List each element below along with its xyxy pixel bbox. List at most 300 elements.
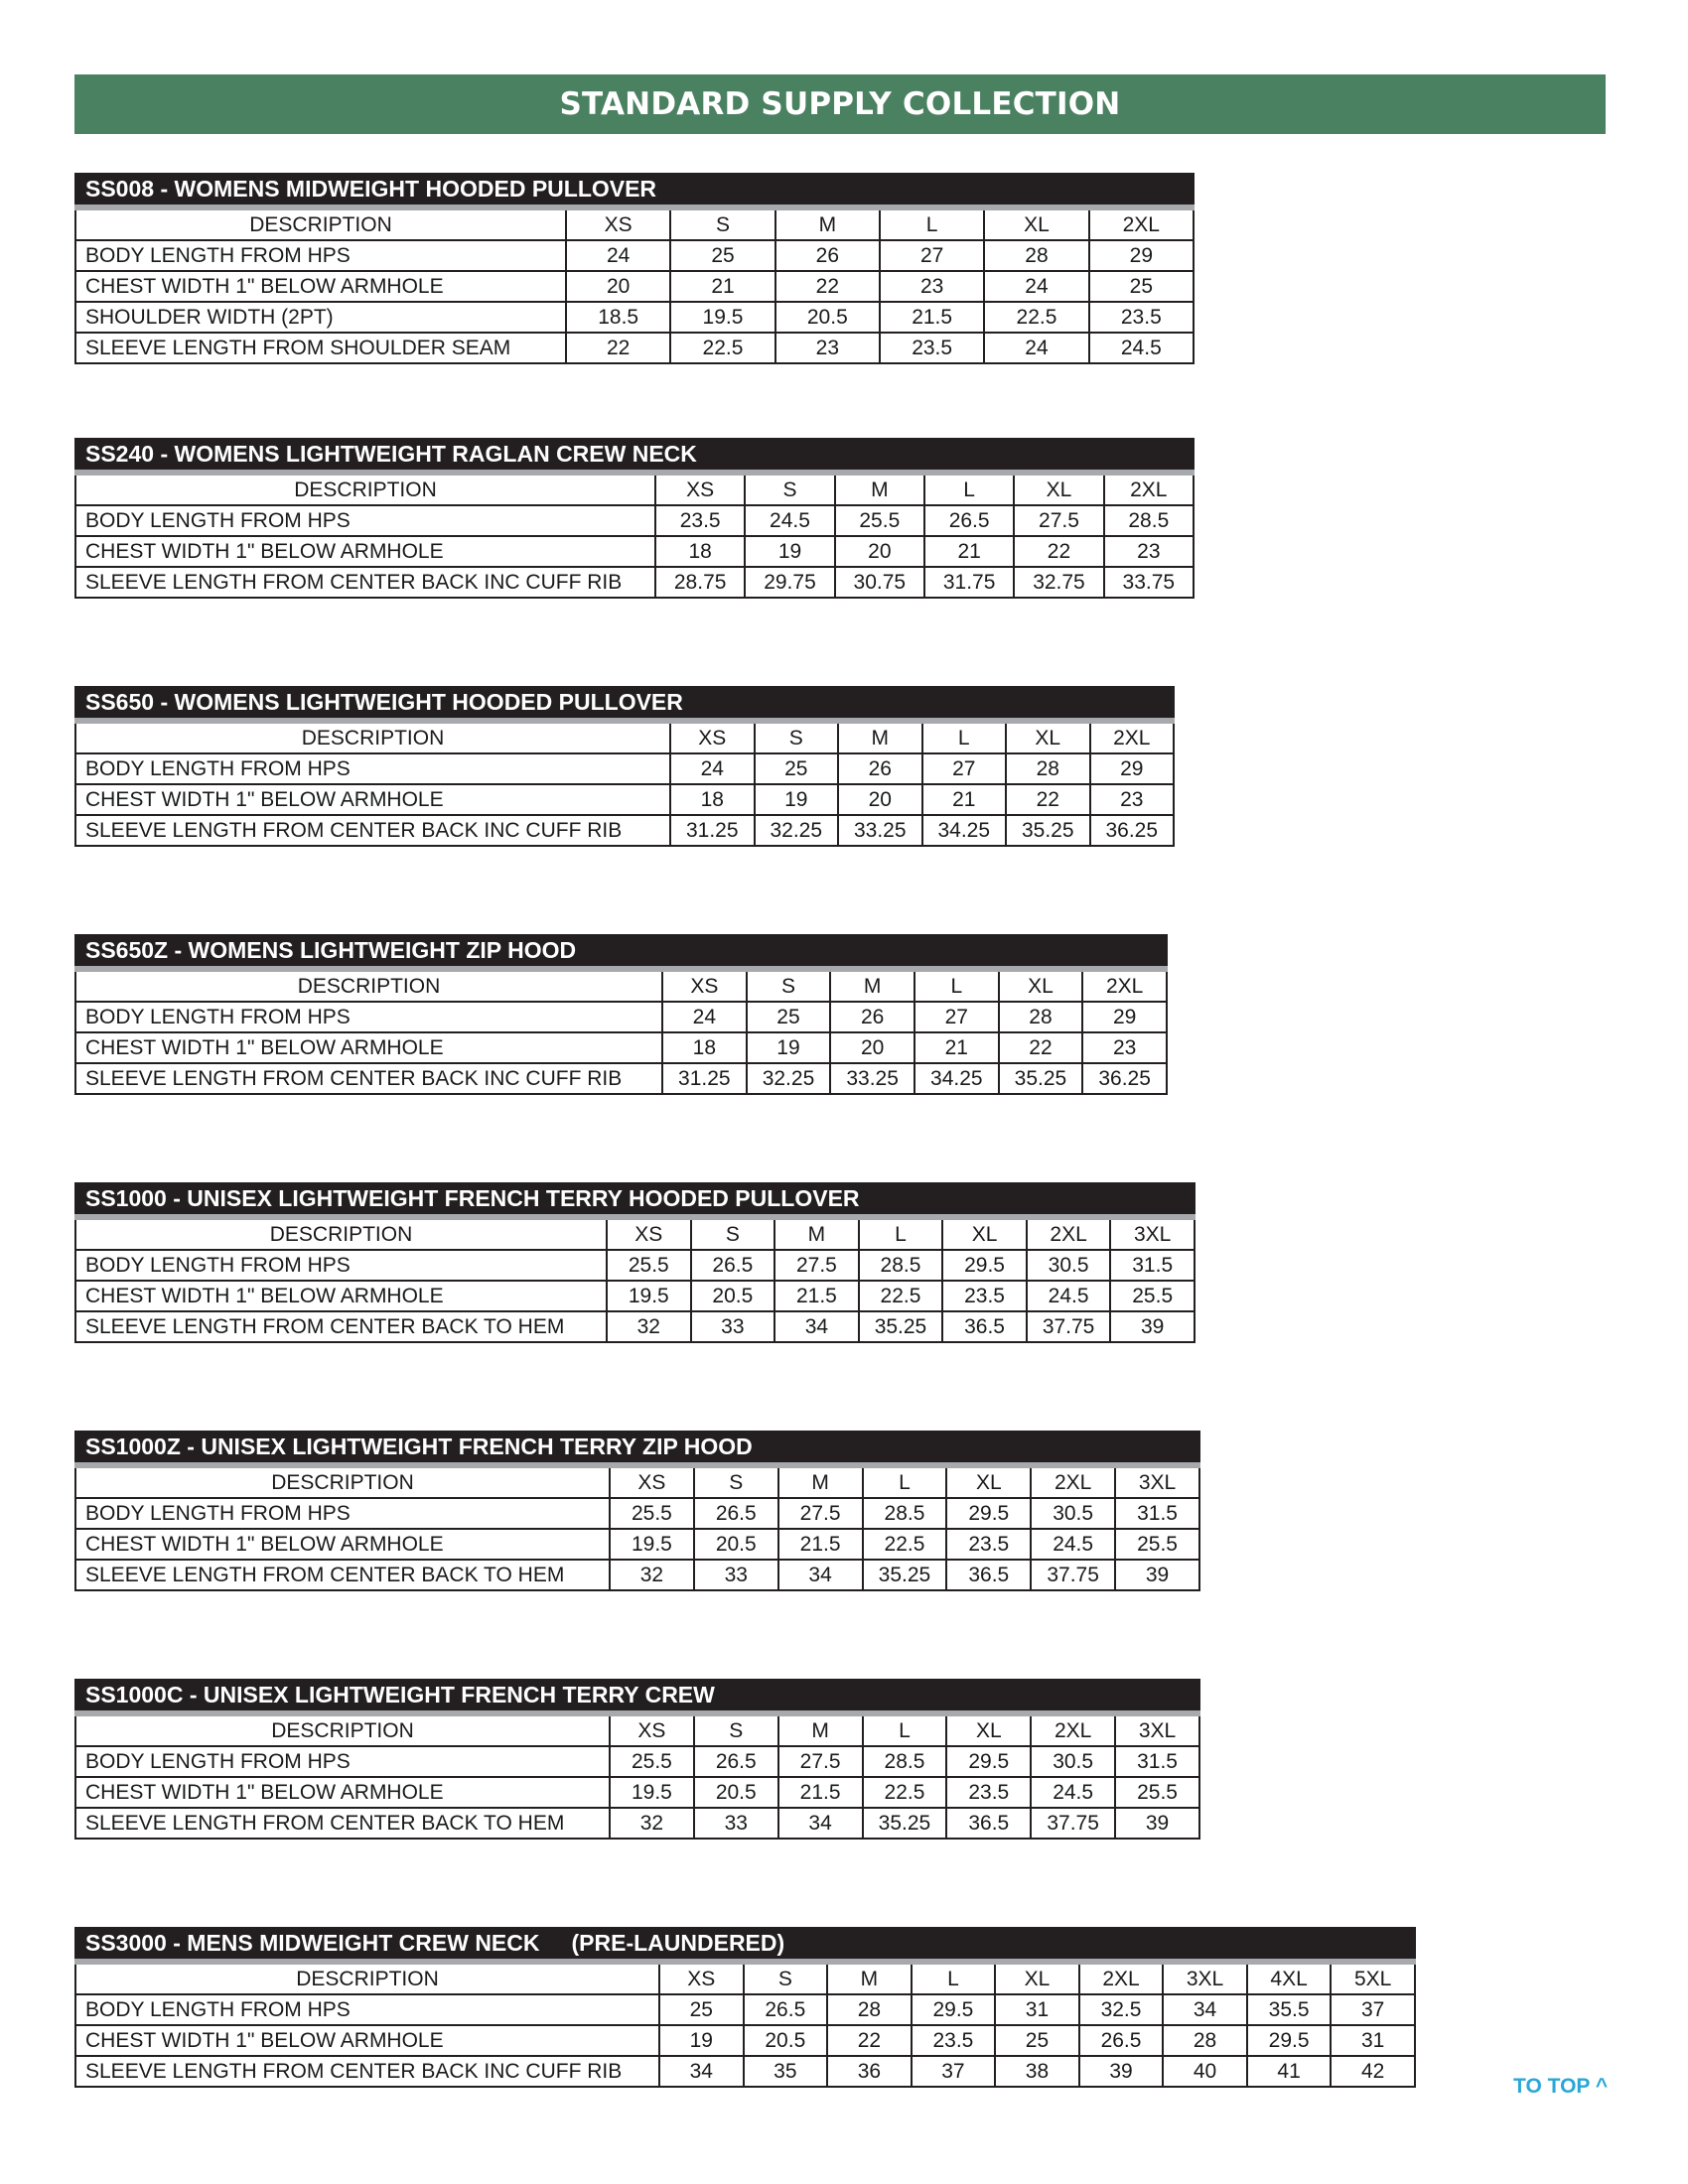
measurement-value: 24 bbox=[670, 753, 755, 784]
measurement-value: 25.5 bbox=[610, 1498, 694, 1529]
table-row bbox=[75, 302, 1194, 333]
measurement-value: 30.5 bbox=[1031, 1498, 1115, 1529]
spec-block bbox=[74, 934, 1168, 1095]
measurement-value: 22 bbox=[775, 271, 880, 302]
size-chart-table bbox=[74, 724, 1175, 847]
measurement-value: 21.5 bbox=[778, 1529, 863, 1560]
measurement-value: 25 bbox=[1089, 271, 1194, 302]
spec-title bbox=[74, 1431, 1200, 1468]
header-size: S bbox=[755, 724, 839, 753]
measurement-value: 39 bbox=[1115, 1808, 1199, 1839]
measurement-value: 27.5 bbox=[778, 1498, 863, 1529]
measurement-value: 19 bbox=[745, 536, 834, 567]
measurement-value: 28 bbox=[999, 1002, 1083, 1032]
measurement-value: 18.5 bbox=[566, 302, 670, 333]
table-header-row bbox=[75, 724, 1174, 753]
header-size: M bbox=[830, 972, 914, 1002]
table-row bbox=[75, 1994, 1415, 2025]
measurement-value: 35.5 bbox=[1247, 1994, 1332, 2025]
header-description: DESCRIPTION bbox=[75, 724, 670, 753]
spec-title-text: SS650Z - WOMENS LIGHTWEIGHT ZIP HOOD bbox=[85, 937, 577, 963]
measurement-value: 33 bbox=[691, 1311, 775, 1342]
measurement-value: 23.5 bbox=[912, 2025, 996, 2056]
measurement-value: 26 bbox=[830, 1002, 914, 1032]
measurement-value: 27.5 bbox=[774, 1250, 859, 1281]
measurement-value: 31.25 bbox=[662, 1063, 747, 1094]
measurement-label: CHEST WIDTH 1" BELOW ARMHOLE bbox=[75, 1529, 610, 1560]
measurement-label: SLEEVE LENGTH FROM CENTER BACK TO HEM bbox=[75, 1560, 610, 1590]
measurement-value: 21 bbox=[670, 271, 774, 302]
measurement-value: 24.5 bbox=[1027, 1281, 1111, 1311]
measurement-value: 26 bbox=[838, 753, 922, 784]
measurement-value: 26.5 bbox=[691, 1250, 775, 1281]
measurement-value: 22 bbox=[1014, 536, 1103, 567]
measurement-value: 21.5 bbox=[774, 1281, 859, 1311]
measurement-value: 23.5 bbox=[880, 333, 984, 363]
measurement-value: 25 bbox=[670, 240, 774, 271]
measurement-label: SLEEVE LENGTH FROM CENTER BACK INC CUFF RIB bbox=[75, 2056, 659, 2087]
measurement-value: 18 bbox=[670, 784, 755, 815]
measurement-value: 22.5 bbox=[670, 333, 774, 363]
measurement-value: 28.5 bbox=[863, 1746, 947, 1777]
table-header-row bbox=[75, 1468, 1199, 1498]
header-description: DESCRIPTION bbox=[75, 1220, 607, 1250]
measurement-label: SLEEVE LENGTH FROM CENTER BACK TO HEM bbox=[75, 1311, 607, 1342]
measurement-value: 23.5 bbox=[1089, 302, 1194, 333]
measurement-value: 33.75 bbox=[1104, 567, 1194, 598]
header-size: S bbox=[694, 1716, 778, 1746]
measurement-value: 34 bbox=[774, 1311, 859, 1342]
header-size: S bbox=[691, 1220, 775, 1250]
measurement-value: 24.5 bbox=[1031, 1777, 1115, 1808]
spec-block bbox=[74, 1927, 1416, 2088]
header-size: L bbox=[924, 476, 1014, 505]
table-row bbox=[75, 505, 1194, 536]
measurement-value: 35 bbox=[744, 2056, 828, 2087]
header-size: 2XL bbox=[1031, 1468, 1115, 1498]
measurement-value: 30.5 bbox=[1031, 1746, 1115, 1777]
measurement-value: 22 bbox=[1006, 784, 1090, 815]
measurement-value: 33 bbox=[694, 1808, 778, 1839]
header-size: M bbox=[778, 1716, 863, 1746]
table-row bbox=[75, 1281, 1195, 1311]
header-size: XS bbox=[566, 210, 670, 240]
header-size: M bbox=[827, 1965, 912, 1994]
measurement-value: 28.5 bbox=[1104, 505, 1194, 536]
header-size: 2XL bbox=[1082, 972, 1167, 1002]
measurement-value: 33 bbox=[694, 1560, 778, 1590]
size-chart-table bbox=[74, 476, 1195, 599]
measurement-value: 23.5 bbox=[942, 1281, 1027, 1311]
table-row bbox=[75, 567, 1194, 598]
measurement-value: 32 bbox=[610, 1808, 694, 1839]
measurement-value: 19 bbox=[659, 2025, 744, 2056]
measurement-label: BODY LENGTH FROM HPS bbox=[75, 1746, 610, 1777]
measurement-value: 36.5 bbox=[946, 1560, 1031, 1590]
table-row bbox=[75, 1529, 1199, 1560]
measurement-value: 31.25 bbox=[670, 815, 755, 846]
measurement-label: CHEST WIDTH 1" BELOW ARMHOLE bbox=[75, 1777, 610, 1808]
spec-block bbox=[74, 1679, 1200, 1840]
measurement-value: 22 bbox=[566, 333, 670, 363]
spec-title-text: SS1000 - UNISEX LIGHTWEIGHT FRENCH TERRY HOODED PULLOVER bbox=[85, 1185, 860, 1211]
measurement-label: BODY LENGTH FROM HPS bbox=[75, 505, 655, 536]
header-size: S bbox=[670, 210, 774, 240]
header-size: S bbox=[694, 1468, 778, 1498]
measurement-value: 19 bbox=[747, 1032, 831, 1063]
measurement-value: 29 bbox=[1082, 1002, 1167, 1032]
measurement-value: 37 bbox=[1331, 1994, 1415, 2025]
measurement-value: 24 bbox=[984, 271, 1088, 302]
header-size: L bbox=[863, 1468, 947, 1498]
measurement-value: 42 bbox=[1331, 2056, 1415, 2087]
header-size: 3XL bbox=[1163, 1965, 1247, 1994]
measurement-value: 20.5 bbox=[775, 302, 880, 333]
measurement-value: 25.5 bbox=[1110, 1281, 1195, 1311]
measurement-value: 35.25 bbox=[999, 1063, 1083, 1094]
measurement-label: BODY LENGTH FROM HPS bbox=[75, 1002, 662, 1032]
header-description: DESCRIPTION bbox=[75, 1965, 659, 1994]
measurement-label: CHEST WIDTH 1" BELOW ARMHOLE bbox=[75, 1032, 662, 1063]
header-description: DESCRIPTION bbox=[75, 1468, 610, 1498]
header-size: L bbox=[859, 1220, 943, 1250]
header-description: DESCRIPTION bbox=[75, 210, 566, 240]
measurement-value: 24 bbox=[662, 1002, 747, 1032]
table-row bbox=[75, 271, 1194, 302]
header-size: 3XL bbox=[1115, 1468, 1199, 1498]
measurement-value: 32.25 bbox=[755, 815, 839, 846]
measurement-label: SLEEVE LENGTH FROM CENTER BACK TO HEM bbox=[75, 1808, 610, 1839]
measurement-value: 26 bbox=[775, 240, 880, 271]
header-size: 2XL bbox=[1104, 476, 1194, 505]
header-size: XL bbox=[984, 210, 1088, 240]
header-description: DESCRIPTION bbox=[75, 476, 655, 505]
measurement-value: 30.5 bbox=[1027, 1250, 1111, 1281]
spec-title bbox=[74, 173, 1195, 210]
measurement-value: 32.25 bbox=[747, 1063, 831, 1094]
table-row bbox=[75, 1808, 1199, 1839]
measurement-value: 20.5 bbox=[691, 1281, 775, 1311]
measurement-value: 23.5 bbox=[946, 1777, 1031, 1808]
table-row bbox=[75, 784, 1174, 815]
table-header-row bbox=[75, 1716, 1199, 1746]
collection-title: STANDARD SUPPLY COLLECTION bbox=[559, 86, 1121, 122]
spec-title bbox=[74, 686, 1175, 724]
measurement-label: BODY LENGTH FROM HPS bbox=[75, 1498, 610, 1529]
measurement-label: SLEEVE LENGTH FROM CENTER BACK INC CUFF RIB bbox=[75, 567, 655, 598]
header-size: L bbox=[922, 724, 1007, 753]
spec-title-text: SS1000C - UNISEX LIGHTWEIGHT FRENCH TERRY CREW bbox=[85, 1682, 715, 1707]
header-size: XS bbox=[610, 1468, 694, 1498]
header-size: XS bbox=[655, 476, 745, 505]
measurement-value: 22.5 bbox=[863, 1529, 947, 1560]
header-size: 2XL bbox=[1079, 1965, 1164, 1994]
measurement-label: CHEST WIDTH 1" BELOW ARMHOLE bbox=[75, 536, 655, 567]
header-size: 3XL bbox=[1115, 1716, 1199, 1746]
measurement-value: 22.5 bbox=[863, 1777, 947, 1808]
header-size: 2XL bbox=[1031, 1716, 1115, 1746]
header-size: XL bbox=[995, 1965, 1079, 1994]
table-row bbox=[75, 333, 1194, 363]
spec-title bbox=[74, 1927, 1416, 1965]
measurement-value: 26.5 bbox=[694, 1746, 778, 1777]
header-size: XL bbox=[942, 1220, 1027, 1250]
measurement-value: 35.25 bbox=[863, 1560, 947, 1590]
measurement-value: 34 bbox=[659, 2056, 744, 2087]
size-chart-table bbox=[74, 1468, 1200, 1591]
spec-title bbox=[74, 1182, 1196, 1220]
measurement-value: 26.5 bbox=[1079, 2025, 1164, 2056]
measurement-value: 25.5 bbox=[835, 505, 924, 536]
measurement-value: 29.5 bbox=[942, 1250, 1027, 1281]
header-size: XS bbox=[670, 724, 755, 753]
header-size: L bbox=[914, 972, 999, 1002]
table-row bbox=[75, 815, 1174, 846]
header-size: L bbox=[863, 1716, 947, 1746]
table-header-row bbox=[75, 476, 1194, 505]
measurement-value: 23 bbox=[880, 271, 984, 302]
spec-title-text: SS3000 - MENS MIDWEIGHT CREW NECK bbox=[85, 1930, 540, 1956]
measurement-value: 34.25 bbox=[922, 815, 1007, 846]
header-size: M bbox=[775, 210, 880, 240]
measurement-value: 27 bbox=[914, 1002, 999, 1032]
header-size: S bbox=[744, 1965, 828, 1994]
measurement-value: 29 bbox=[1089, 240, 1194, 271]
measurement-label: BODY LENGTH FROM HPS bbox=[75, 240, 566, 271]
measurement-value: 22 bbox=[827, 2025, 912, 2056]
measurement-value: 24.5 bbox=[1089, 333, 1194, 363]
measurement-value: 31 bbox=[1331, 2025, 1415, 2056]
header-size: M bbox=[838, 724, 922, 753]
measurement-value: 28.5 bbox=[859, 1250, 943, 1281]
measurement-value: 28.5 bbox=[863, 1498, 947, 1529]
measurement-value: 28.75 bbox=[655, 567, 745, 598]
measurement-value: 24 bbox=[566, 240, 670, 271]
table-row bbox=[75, 1498, 1199, 1529]
measurement-value: 18 bbox=[655, 536, 745, 567]
size-chart-table bbox=[74, 210, 1195, 364]
measurement-value: 25 bbox=[747, 1002, 831, 1032]
measurement-value: 27.5 bbox=[778, 1746, 863, 1777]
spec-title bbox=[74, 934, 1168, 972]
table-row bbox=[75, 2056, 1415, 2087]
measurement-value: 25 bbox=[995, 2025, 1079, 2056]
to-top-link[interactable]: TO TOP ^ bbox=[1513, 2075, 1609, 2098]
measurement-value: 22 bbox=[999, 1032, 1083, 1063]
measurement-value: 26.5 bbox=[924, 505, 1014, 536]
measurement-value: 21 bbox=[914, 1032, 999, 1063]
measurement-value: 27 bbox=[880, 240, 984, 271]
measurement-value: 24.5 bbox=[1031, 1529, 1115, 1560]
table-row bbox=[75, 1063, 1167, 1094]
header-size: 5XL bbox=[1331, 1965, 1415, 1994]
measurement-value: 27 bbox=[922, 753, 1007, 784]
measurement-value: 33.25 bbox=[838, 815, 922, 846]
measurement-value: 29 bbox=[1090, 753, 1175, 784]
measurement-value: 31.5 bbox=[1115, 1746, 1199, 1777]
measurement-label: CHEST WIDTH 1" BELOW ARMHOLE bbox=[75, 1281, 607, 1311]
measurement-value: 25.5 bbox=[610, 1746, 694, 1777]
header-size: XL bbox=[1014, 476, 1103, 505]
header-size: XL bbox=[946, 1716, 1031, 1746]
header-size: S bbox=[747, 972, 831, 1002]
measurement-value: 25 bbox=[659, 1994, 744, 2025]
measurement-value: 39 bbox=[1110, 1311, 1195, 1342]
measurement-value: 26.5 bbox=[744, 1994, 828, 2025]
header-size: 2XL bbox=[1027, 1220, 1111, 1250]
measurement-value: 39 bbox=[1115, 1560, 1199, 1590]
size-chart-table bbox=[74, 972, 1168, 1095]
measurement-value: 20 bbox=[830, 1032, 914, 1063]
measurement-value: 37.75 bbox=[1031, 1560, 1115, 1590]
measurement-value: 23.5 bbox=[946, 1529, 1031, 1560]
measurement-value: 25.5 bbox=[1115, 1777, 1199, 1808]
measurement-value: 22.5 bbox=[859, 1281, 943, 1311]
table-row bbox=[75, 1002, 1167, 1032]
measurement-value: 19.5 bbox=[607, 1281, 691, 1311]
measurement-value: 19.5 bbox=[610, 1529, 694, 1560]
measurement-value: 31.75 bbox=[924, 567, 1014, 598]
measurement-value: 37 bbox=[912, 2056, 996, 2087]
measurement-value: 20.5 bbox=[744, 2025, 828, 2056]
table-row bbox=[75, 1032, 1167, 1063]
header-size: S bbox=[745, 476, 834, 505]
measurement-value: 34.25 bbox=[914, 1063, 999, 1094]
measurement-value: 21 bbox=[924, 536, 1014, 567]
measurement-label: BODY LENGTH FROM HPS bbox=[75, 1250, 607, 1281]
measurement-value: 30.75 bbox=[835, 567, 924, 598]
measurement-value: 23 bbox=[775, 333, 880, 363]
header-size: XL bbox=[946, 1468, 1031, 1498]
measurement-value: 29.75 bbox=[745, 567, 834, 598]
table-row bbox=[75, 1560, 1199, 1590]
spec-title-text: SS650 - WOMENS LIGHTWEIGHT HOODED PULLOVER bbox=[85, 689, 683, 715]
measurement-value: 27.5 bbox=[1014, 505, 1103, 536]
measurement-label: SLEEVE LENGTH FROM CENTER BACK INC CUFF RIB bbox=[75, 815, 670, 846]
header-size: L bbox=[912, 1965, 996, 1994]
spec-title-text: SS1000Z - UNISEX LIGHTWEIGHT FRENCH TERRY ZIP HOOD bbox=[85, 1433, 753, 1459]
measurement-value: 21.5 bbox=[880, 302, 984, 333]
measurement-value: 36 bbox=[827, 2056, 912, 2087]
measurement-value: 32 bbox=[610, 1560, 694, 1590]
measurement-value: 25.5 bbox=[1115, 1529, 1199, 1560]
measurement-value: 23 bbox=[1082, 1032, 1167, 1063]
measurement-value: 34 bbox=[1163, 1994, 1247, 2025]
measurement-value: 32.75 bbox=[1014, 567, 1103, 598]
measurement-value: 21 bbox=[922, 784, 1007, 815]
measurement-value: 31 bbox=[995, 1994, 1079, 2025]
spec-block bbox=[74, 1182, 1196, 1343]
spec-title-text: SS240 - WOMENS LIGHTWEIGHT RAGLAN CREW NECK bbox=[85, 441, 697, 467]
measurement-value: 28 bbox=[1006, 753, 1090, 784]
measurement-value: 19.5 bbox=[670, 302, 774, 333]
spec-block bbox=[74, 438, 1195, 599]
measurement-value: 32.5 bbox=[1079, 1994, 1164, 2025]
spec-title bbox=[74, 1679, 1200, 1716]
size-chart-table bbox=[74, 1965, 1416, 2088]
header-size: 4XL bbox=[1247, 1965, 1332, 1994]
table-row bbox=[75, 240, 1194, 271]
measurement-value: 29.5 bbox=[946, 1498, 1031, 1529]
table-header-row bbox=[75, 972, 1167, 1002]
measurement-value: 31.5 bbox=[1110, 1250, 1195, 1281]
measurement-value: 25.5 bbox=[607, 1250, 691, 1281]
measurement-value: 34 bbox=[778, 1808, 863, 1839]
measurement-value: 40 bbox=[1163, 2056, 1247, 2087]
measurement-label: CHEST WIDTH 1" BELOW ARMHOLE bbox=[75, 784, 670, 815]
measurement-value: 32 bbox=[607, 1311, 691, 1342]
header-size: XS bbox=[662, 972, 747, 1002]
spec-block bbox=[74, 173, 1195, 364]
spec-block bbox=[74, 1431, 1200, 1591]
header-size: 3XL bbox=[1110, 1220, 1195, 1250]
measurement-value: 36.25 bbox=[1090, 815, 1175, 846]
header-size: M bbox=[774, 1220, 859, 1250]
header-size: 2XL bbox=[1090, 724, 1175, 753]
measurement-value: 20 bbox=[835, 536, 924, 567]
measurement-value: 25 bbox=[755, 753, 839, 784]
spec-title bbox=[74, 438, 1195, 476]
measurement-value: 20.5 bbox=[694, 1777, 778, 1808]
measurement-value: 37.75 bbox=[1027, 1311, 1111, 1342]
spec-block bbox=[74, 686, 1175, 847]
measurement-value: 36.25 bbox=[1082, 1063, 1167, 1094]
measurement-value: 23.5 bbox=[655, 505, 745, 536]
spec-title-text: SS008 - WOMENS MIDWEIGHT HOODED PULLOVER bbox=[85, 176, 657, 202]
measurement-label: CHEST WIDTH 1" BELOW ARMHOLE bbox=[75, 271, 566, 302]
table-header-row bbox=[75, 1220, 1195, 1250]
measurement-value: 41 bbox=[1247, 2056, 1332, 2087]
header-size: XS bbox=[610, 1716, 694, 1746]
measurement-value: 20.5 bbox=[694, 1529, 778, 1560]
measurement-value: 20 bbox=[838, 784, 922, 815]
header-size: 2XL bbox=[1089, 210, 1194, 240]
measurement-value: 18 bbox=[662, 1032, 747, 1063]
measurement-value: 34 bbox=[778, 1560, 863, 1590]
measurement-value: 39 bbox=[1079, 2056, 1164, 2087]
header-description: DESCRIPTION bbox=[75, 1716, 610, 1746]
header-size: XL bbox=[1006, 724, 1090, 753]
measurement-value: 20 bbox=[566, 271, 670, 302]
measurement-value: 19.5 bbox=[610, 1777, 694, 1808]
measurement-label: SHOULDER WIDTH (2PT) bbox=[75, 302, 566, 333]
header-size: XS bbox=[659, 1965, 744, 1994]
measurement-label: SLEEVE LENGTH FROM CENTER BACK INC CUFF RIB bbox=[75, 1063, 662, 1094]
measurement-value: 26.5 bbox=[694, 1498, 778, 1529]
header-size: L bbox=[880, 210, 984, 240]
measurement-value: 19 bbox=[755, 784, 839, 815]
measurement-value: 29.5 bbox=[912, 1994, 996, 2025]
measurement-value: 24 bbox=[984, 333, 1088, 363]
measurement-value: 23 bbox=[1104, 536, 1194, 567]
collection-banner bbox=[74, 74, 1606, 134]
table-row bbox=[75, 536, 1194, 567]
header-size: M bbox=[778, 1468, 863, 1498]
measurement-value: 33.25 bbox=[830, 1063, 914, 1094]
measurement-label: CHEST WIDTH 1" BELOW ARMHOLE bbox=[75, 2025, 659, 2056]
table-row bbox=[75, 1777, 1199, 1808]
measurement-value: 22.5 bbox=[984, 302, 1088, 333]
measurement-value: 36.5 bbox=[946, 1808, 1031, 1839]
table-row bbox=[75, 2025, 1415, 2056]
measurement-value: 21.5 bbox=[778, 1777, 863, 1808]
measurement-value: 35.25 bbox=[863, 1808, 947, 1839]
measurement-label: SLEEVE LENGTH FROM SHOULDER SEAM bbox=[75, 333, 566, 363]
table-row bbox=[75, 1311, 1195, 1342]
measurement-value: 29.5 bbox=[1247, 2025, 1332, 2056]
size-chart-table bbox=[74, 1716, 1200, 1840]
measurement-value: 28 bbox=[984, 240, 1088, 271]
